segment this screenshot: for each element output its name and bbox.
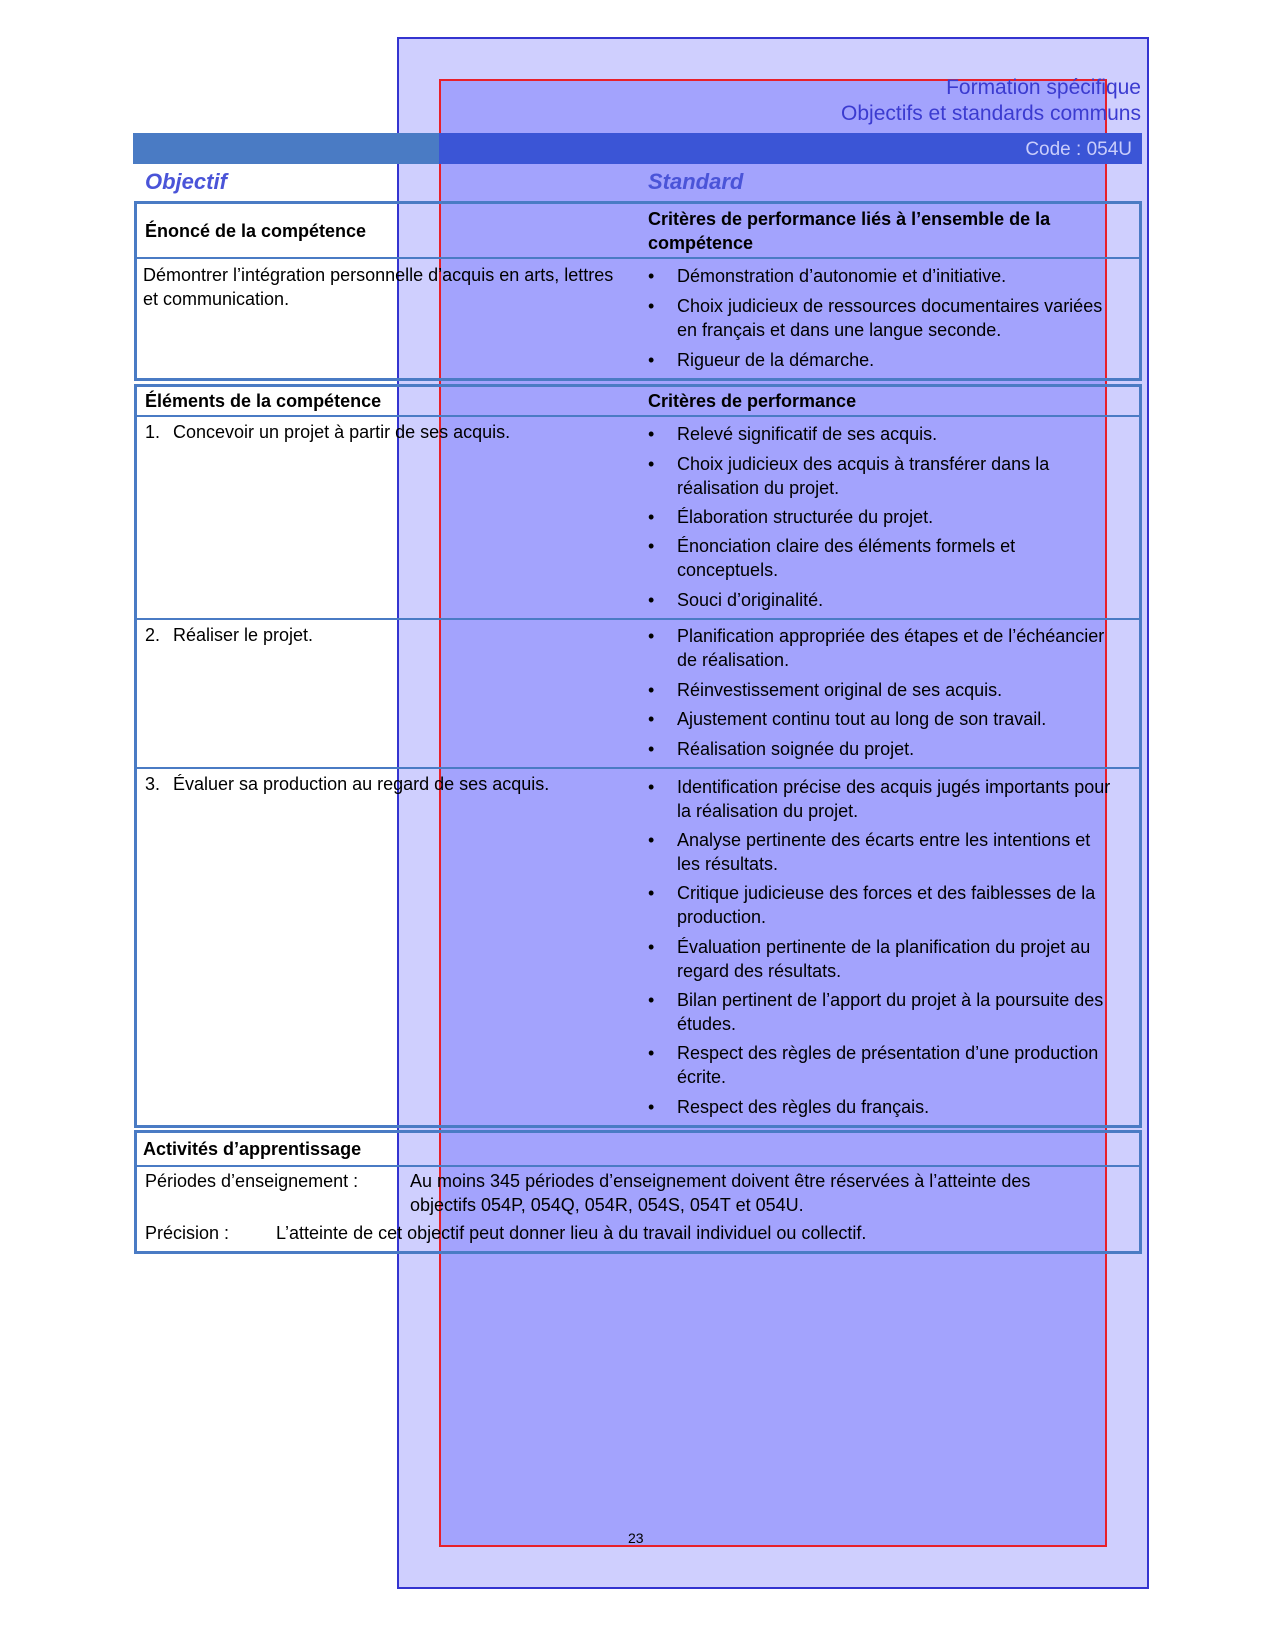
- page-number: 23: [628, 1530, 644, 1546]
- element-number: 2.: [145, 625, 161, 645]
- divider: [134, 618, 1142, 620]
- divider: [134, 767, 1142, 769]
- activites-heading: Activités d’apprentissage: [143, 1139, 362, 1159]
- element-number: 3.: [145, 774, 161, 794]
- periodes-text-2: objectifs 054P, 054Q, 054R, 054S, 054T et 054U.: [410, 1195, 804, 1215]
- enonce-criteria-heading: Critères de performance liés à l’ensemble de la compétence: [648, 209, 1051, 253]
- element-label: Réaliser le projet.: [173, 625, 314, 645]
- elements-criteria-heading: Critères de performance: [648, 391, 857, 411]
- element-label: Concevoir un projet à partir de ses acquis.: [173, 422, 511, 442]
- precision-text: L’atteinte de cet objectif peut donner lieu à du travail individuel ou collectif.: [276, 1223, 867, 1243]
- divider: [134, 1165, 1142, 1167]
- header-line-2: Objectifs et standards communs: [841, 102, 1141, 125]
- column-standard: Standard: [648, 169, 744, 194]
- periodes-text-1: Au moins 345 périodes d’enseignement doivent être réservées à l’atteinte des: [410, 1171, 1031, 1191]
- column-objectif: Objectif: [145, 169, 227, 194]
- enonce-text: Démontrer l’intégration personnelle d’acquis en arts, lettres et communication.: [143, 265, 614, 309]
- divider: [134, 257, 1142, 259]
- divider: [134, 415, 1142, 417]
- element-number: 1.: [145, 422, 161, 442]
- periodes-label: Périodes d’enseignement :: [145, 1171, 359, 1191]
- element-label: Évaluer sa production au regard de ses acquis.: [173, 774, 550, 794]
- precision-label: Précision :: [145, 1223, 230, 1243]
- enonce-heading: Énoncé de la compétence: [145, 221, 367, 241]
- header-line-1: Formation spécifique: [946, 76, 1141, 99]
- code-label: Code : 054U: [1025, 139, 1132, 160]
- elements-heading: Éléments de la compétence: [145, 391, 382, 411]
